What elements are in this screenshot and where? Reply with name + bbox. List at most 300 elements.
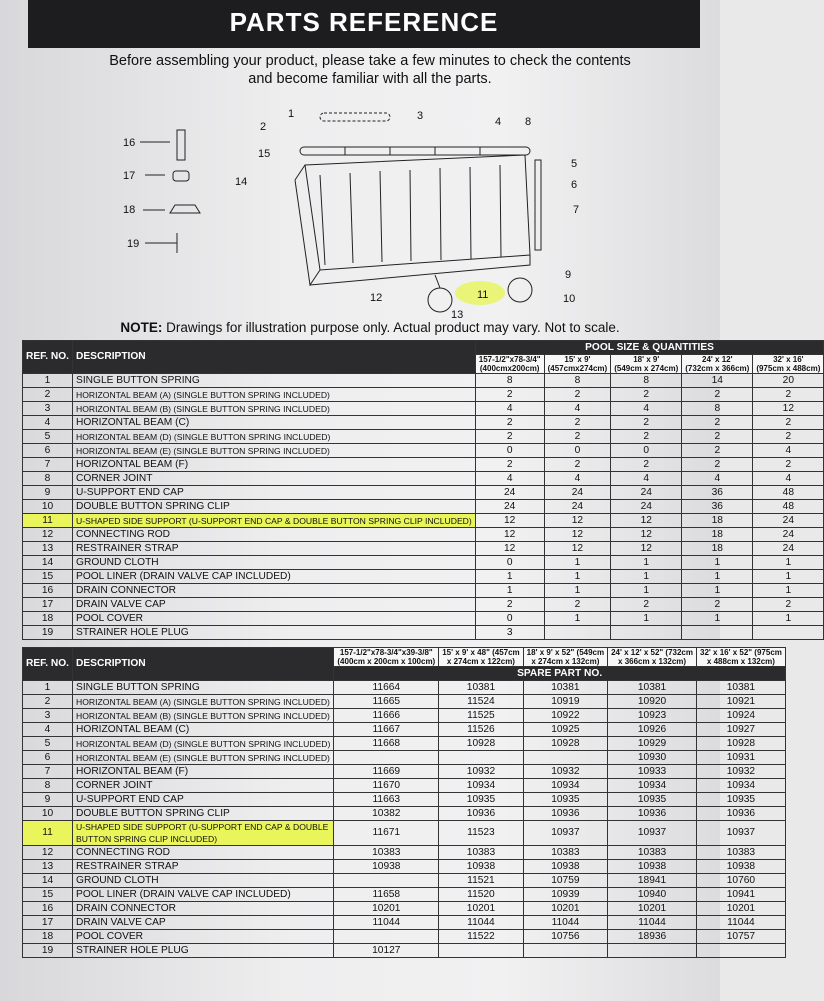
spare-part-cell: 10937	[608, 821, 697, 846]
spare-part-cell: 11044	[439, 916, 523, 930]
diagram-label-17: 17	[123, 170, 136, 182]
quantity-cell: 2	[475, 416, 544, 430]
quantity-cell: 8	[544, 374, 611, 388]
quantity-cell: 12	[475, 528, 544, 542]
quantity-cell: 3	[475, 626, 544, 640]
ref-number: 13	[23, 542, 73, 556]
diagram-label-19: 19	[127, 238, 140, 250]
size-col-2: 15' x 9' (457cmx274cm)	[544, 355, 611, 374]
spare-part-cell: 11665	[334, 695, 439, 709]
part-description: U-SHAPED SIDE SUPPORT (U-SUPPORT END CAP & DOUBLE BUTTON SPRING CLIP INCLUDED)	[73, 821, 334, 846]
spare-part-cell: 10933	[608, 765, 697, 779]
part-description: DRAIN CONNECTOR	[73, 902, 334, 916]
spare-part-cell: 11044	[523, 916, 607, 930]
part-description: DRAIN VALVE CAP	[73, 916, 334, 930]
table-row	[23, 598, 824, 612]
quantity-cell: 24	[611, 486, 682, 500]
spare-part-cell: 10926	[608, 723, 697, 737]
quantity-cell: 2	[611, 458, 682, 472]
quantity-cell: 2	[544, 598, 611, 612]
table-row	[23, 681, 786, 695]
ref-number: 1	[23, 374, 73, 388]
part-description: HORIZONTAL BEAM (E) (SINGLE BUTTON SPRING INCLUDED)	[73, 444, 476, 458]
quantity-cell: 4	[753, 444, 824, 458]
table-row	[23, 458, 824, 472]
quantity-cell: 2	[544, 458, 611, 472]
part-description: U-SHAPED SIDE SUPPORT (U-SUPPORT END CAP & DOUBLE BUTTON SPRING CLIP INCLUDED)	[73, 514, 476, 528]
part-description: CONNECTING ROD	[73, 846, 334, 860]
ref-number: 16	[23, 902, 73, 916]
part-description: DOUBLE BUTTON SPRING CLIP	[73, 500, 476, 514]
spare-part-cell: 10934	[697, 779, 786, 793]
table-row	[23, 430, 824, 444]
quantity-cell: 12	[611, 542, 682, 556]
part-description: GROUND CLOTH	[73, 874, 334, 888]
quantity-cell: 2	[753, 458, 824, 472]
spare-part-cell: 10935	[523, 793, 607, 807]
table-row	[23, 472, 824, 486]
part-description: GROUND CLOTH	[73, 556, 476, 570]
table-row	[23, 779, 786, 793]
spare-group-header: SPARE PART NO.	[334, 667, 786, 681]
spare-part-cell: 10929	[608, 737, 697, 751]
quantity-cell	[753, 626, 824, 640]
size-col-4: 24' x 12' (732cm x 366cm)	[682, 355, 753, 374]
spare-part-cell: 10127	[334, 944, 439, 958]
quantity-cell: 2	[611, 430, 682, 444]
quantity-cell: 2	[475, 458, 544, 472]
quantity-cell: 2	[753, 388, 824, 402]
diagram-label-18: 18	[123, 204, 136, 216]
diagram-label-2: 2	[260, 121, 267, 133]
ref-number: 10	[23, 500, 73, 514]
spare-part-cell: 10381	[697, 681, 786, 695]
quantity-cell: 2	[611, 416, 682, 430]
spare-part-cell: 10941	[697, 888, 786, 902]
quantity-cell: 2	[682, 388, 753, 402]
ref-number: 13	[23, 860, 73, 874]
quantity-cell: 2	[611, 598, 682, 612]
part-description: RESTRAINER STRAP	[73, 542, 476, 556]
quantity-cell: 1	[611, 556, 682, 570]
ref-number: 2	[23, 695, 73, 709]
spare-part-cell: 11520	[439, 888, 523, 902]
spare-part-cell: 10201	[334, 902, 439, 916]
quantity-cell: 0	[611, 444, 682, 458]
table-row	[23, 860, 786, 874]
ref-number: 18	[23, 930, 73, 944]
diagram-label-8: 8	[525, 116, 532, 128]
quantity-cell: 24	[544, 500, 611, 514]
diagram-label-1: 1	[288, 108, 295, 120]
diagram-label-7: 7	[573, 204, 580, 216]
quantity-cell: 2	[682, 458, 753, 472]
quantity-cell: 4	[611, 402, 682, 416]
quantity-cell: 4	[682, 472, 753, 486]
spare-part-cell: 10935	[697, 793, 786, 807]
spare-part-cell: 11521	[439, 874, 523, 888]
spare-part-cell	[334, 751, 439, 765]
part-description: U-SUPPORT END CAP	[73, 793, 334, 807]
spare-part-cell: 10930	[608, 751, 697, 765]
spare-part-cell: 11523	[439, 821, 523, 846]
quantity-cell: 1	[611, 570, 682, 584]
part-description: CORNER JOINT	[73, 779, 334, 793]
pool-parts-diagram	[105, 105, 605, 320]
part-description: SINGLE BUTTON SPRING	[73, 374, 476, 388]
part-description: HORIZONTAL BEAM (B) (SINGLE BUTTON SPRING INCLUDED)	[73, 402, 476, 416]
spare-part-cell: 10938	[334, 860, 439, 874]
quantity-cell: 0	[475, 556, 544, 570]
intro-text	[40, 52, 700, 88]
quantity-cell: 1	[544, 556, 611, 570]
note-bold: NOTE:	[120, 320, 163, 335]
ref-number: 3	[23, 402, 73, 416]
quantity-cell: 12	[475, 514, 544, 528]
quantity-cell: 1	[753, 556, 824, 570]
spare-part-cell: 10920	[608, 695, 697, 709]
spare-part-cell: 10381	[523, 681, 607, 695]
spare-part-cell: 10201	[697, 902, 786, 916]
ref-header: REF. NO.	[23, 648, 73, 681]
table-row	[23, 944, 786, 958]
part-description: HORIZONTAL BEAM (F)	[73, 765, 334, 779]
spare-part-cell: 10921	[697, 695, 786, 709]
quantity-cell: 1	[475, 570, 544, 584]
size-col-3: 18' x 9' x 52" (549cm x 274cm x 132cm)	[523, 648, 607, 667]
part-description: RESTRAINER STRAP	[73, 860, 334, 874]
table-row	[23, 556, 824, 570]
diagram-label-10: 10	[563, 293, 576, 305]
quantity-cell: 1	[682, 556, 753, 570]
table-row	[23, 846, 786, 860]
spare-part-cell: 11670	[334, 779, 439, 793]
table-row	[23, 612, 824, 626]
table-row	[23, 737, 786, 751]
quantity-cell: 4	[544, 402, 611, 416]
quantity-cell	[611, 626, 682, 640]
ref-number: 8	[23, 779, 73, 793]
spare-part-cell: 11522	[439, 930, 523, 944]
table-row	[23, 542, 824, 556]
diagram-label-12: 12	[370, 292, 383, 304]
spare-part-cell: 10938	[439, 860, 523, 874]
ref-number: 14	[23, 556, 73, 570]
quantity-cell: 1	[475, 584, 544, 598]
quantity-cell: 1	[544, 570, 611, 584]
quantity-cell: 8	[682, 402, 753, 416]
spare-part-cell: 10383	[608, 846, 697, 860]
quantity-cell: 8	[475, 374, 544, 388]
table-row	[23, 793, 786, 807]
quantity-cell: 20	[753, 374, 824, 388]
quantity-cell: 2	[682, 598, 753, 612]
spare-part-cell: 10928	[523, 737, 607, 751]
size-col-1: 157-1/2"x78-3/4" (400cmx200cm)	[475, 355, 544, 374]
table-row	[23, 584, 824, 598]
quantity-cell	[682, 626, 753, 640]
size-col-3: 18' x 9' (549cm x 274cm)	[611, 355, 682, 374]
table-row	[23, 528, 824, 542]
diagram-label-3: 3	[417, 110, 424, 122]
quantity-cell: 4	[611, 472, 682, 486]
quantity-cell: 4	[544, 472, 611, 486]
spare-part-cell: 10935	[608, 793, 697, 807]
ref-number: 11	[23, 514, 73, 528]
quantities-group-header: POOL SIZE & QUANTITIES	[475, 341, 824, 355]
ref-number: 6	[23, 751, 73, 765]
size-col-2: 15' x 9' x 48" (457cm x 274cm x 122cm)	[439, 648, 523, 667]
spare-parts-table	[22, 647, 786, 958]
quantity-cell: 1	[753, 570, 824, 584]
intro-line-2: and become familiar with all the parts.	[248, 71, 492, 87]
spare-part-cell: 10383	[334, 846, 439, 860]
quantity-cell: 24	[475, 500, 544, 514]
spare-part-cell: 10923	[608, 709, 697, 723]
spare-part-cell: 10940	[608, 888, 697, 902]
spare-part-cell: 10934	[523, 779, 607, 793]
spare-part-cell: 10756	[523, 930, 607, 944]
diagram-label-13: 13	[451, 309, 464, 321]
ref-number: 16	[23, 584, 73, 598]
description-header: DESCRIPTION	[73, 341, 476, 374]
quantity-cell: 0	[475, 612, 544, 626]
quantity-cell: 2	[475, 430, 544, 444]
part-description: SINGLE BUTTON SPRING	[73, 681, 334, 695]
part-description: CONNECTING ROD	[73, 528, 476, 542]
spare-part-cell: 10925	[523, 723, 607, 737]
part-description: POOL LINER (DRAIN VALVE CAP INCLUDED)	[73, 570, 476, 584]
quantity-cell: 24	[475, 486, 544, 500]
diagram-label-11: 11	[477, 289, 489, 301]
intro-line-1: Before assembling your product, please take a few minutes to check the contents	[109, 53, 631, 69]
spare-part-cell: 10383	[697, 846, 786, 860]
quantity-cell: 24	[753, 514, 824, 528]
spare-part-cell: 11668	[334, 737, 439, 751]
part-description: POOL COVER	[73, 930, 334, 944]
table-row	[23, 626, 824, 640]
ref-number: 17	[23, 598, 73, 612]
quantity-cell: 14	[682, 374, 753, 388]
spare-part-cell	[439, 944, 523, 958]
quantity-cell: 12	[544, 514, 611, 528]
spare-part-cell: 10932	[439, 765, 523, 779]
spare-part-cell: 11671	[334, 821, 439, 846]
part-description: HORIZONTAL BEAM (E) (SINGLE BUTTON SPRING INCLUDED)	[73, 751, 334, 765]
spare-part-cell	[334, 874, 439, 888]
table-row	[23, 709, 786, 723]
diagram-label-15: 15	[258, 148, 271, 160]
spare-part-cell: 11525	[439, 709, 523, 723]
spare-part-cell: 10936	[439, 807, 523, 821]
table-row	[23, 514, 824, 528]
spare-part-cell	[697, 944, 786, 958]
quantity-cell: 36	[682, 500, 753, 514]
ref-number: 14	[23, 874, 73, 888]
quantity-cell: 24	[753, 542, 824, 556]
quantity-cell: 4	[753, 472, 824, 486]
table-row	[23, 695, 786, 709]
spare-part-cell: 10381	[608, 681, 697, 695]
spare-part-cell: 11666	[334, 709, 439, 723]
quantity-cell: 1	[544, 584, 611, 598]
spare-part-cell: 11526	[439, 723, 523, 737]
table-row	[23, 874, 786, 888]
quantity-cell: 12	[475, 542, 544, 556]
spare-part-cell: 10919	[523, 695, 607, 709]
part-description: HORIZONTAL BEAM (C)	[73, 416, 476, 430]
part-description: CORNER JOINT	[73, 472, 476, 486]
spare-part-cell: 11524	[439, 695, 523, 709]
spare-part-cell: 10760	[697, 874, 786, 888]
part-description: STRAINER HOLE PLUG	[73, 944, 334, 958]
ref-number: 6	[23, 444, 73, 458]
table-row	[23, 444, 824, 458]
ref-number: 12	[23, 528, 73, 542]
spare-part-cell: 10938	[523, 860, 607, 874]
quantity-cell	[544, 626, 611, 640]
ref-number: 9	[23, 793, 73, 807]
quantity-cell: 24	[611, 500, 682, 514]
table-row	[23, 821, 786, 846]
table-row	[23, 486, 824, 500]
quantity-cell: 12	[611, 528, 682, 542]
table-row	[23, 902, 786, 916]
spare-part-cell: 10935	[439, 793, 523, 807]
table-row	[23, 500, 824, 514]
spare-part-cell: 18941	[608, 874, 697, 888]
part-description: DRAIN VALVE CAP	[73, 598, 476, 612]
quantity-cell: 1	[753, 612, 824, 626]
spare-part-cell: 10928	[439, 737, 523, 751]
ref-number: 15	[23, 570, 73, 584]
quantity-cell: 2	[544, 430, 611, 444]
quantity-cell: 2	[611, 388, 682, 402]
quantity-cell: 2	[682, 444, 753, 458]
spare-part-cell: 11044	[334, 916, 439, 930]
diagram-label-16: 16	[123, 137, 136, 149]
ref-number: 5	[23, 737, 73, 751]
quantity-cell: 18	[682, 542, 753, 556]
part-description: HORIZONTAL BEAM (D) (SINGLE BUTTON SPRING INCLUDED)	[73, 430, 476, 444]
part-description: STRAINER HOLE PLUG	[73, 626, 476, 640]
quantity-cell: 12	[544, 542, 611, 556]
diagram-label-6: 6	[571, 179, 578, 191]
quantity-cell: 2	[475, 388, 544, 402]
spare-part-cell: 10934	[439, 779, 523, 793]
size-col-1: 157-1/2"x78-3/4"x39-3/8" (400cm x 200cm x 100cm)	[334, 648, 439, 667]
ref-number: 7	[23, 458, 73, 472]
spare-part-cell: 10939	[523, 888, 607, 902]
size-col-4: 24' x 12' x 52" (732cm x 366cm x 132cm)	[608, 648, 697, 667]
part-description: DOUBLE BUTTON SPRING CLIP	[73, 807, 334, 821]
quantity-cell: 2	[475, 598, 544, 612]
page-title: PARTS REFERENCE	[229, 7, 499, 37]
spare-part-cell: 10381	[439, 681, 523, 695]
quantity-cell: 0	[475, 444, 544, 458]
note-text	[40, 320, 700, 335]
table-row	[23, 751, 786, 765]
spare-part-cell: 10201	[608, 902, 697, 916]
quantity-cell: 48	[753, 500, 824, 514]
spare-part-cell	[608, 944, 697, 958]
quantity-cell: 1	[753, 584, 824, 598]
part-description: HORIZONTAL BEAM (A) (SINGLE BUTTON SPRING INCLUDED)	[73, 388, 476, 402]
quantity-cell: 12	[753, 402, 824, 416]
table-row	[23, 765, 786, 779]
table-row	[23, 916, 786, 930]
table-row	[23, 374, 824, 388]
spare-part-cell: 10932	[523, 765, 607, 779]
ref-number: 15	[23, 888, 73, 902]
spare-part-cell: 11664	[334, 681, 439, 695]
ref-number: 5	[23, 430, 73, 444]
quantity-cell: 2	[753, 430, 824, 444]
spare-part-cell: 10922	[523, 709, 607, 723]
quantity-cell: 2	[544, 388, 611, 402]
part-description: HORIZONTAL BEAM (C)	[73, 723, 334, 737]
table-row	[23, 388, 824, 402]
part-description: HORIZONTAL BEAM (B) (SINGLE BUTTON SPRING INCLUDED)	[73, 709, 334, 723]
ref-number: 17	[23, 916, 73, 930]
spare-part-cell: 10934	[608, 779, 697, 793]
spare-part-cell: 10932	[697, 765, 786, 779]
table-row	[23, 807, 786, 821]
spare-part-cell: 10383	[523, 846, 607, 860]
spare-part-cell: 10936	[523, 807, 607, 821]
quantity-cell: 24	[753, 528, 824, 542]
spare-part-cell: 10924	[697, 709, 786, 723]
quantity-cell: 1	[544, 612, 611, 626]
part-description: DRAIN CONNECTOR	[73, 584, 476, 598]
spare-part-cell: 10938	[608, 860, 697, 874]
spare-part-cell: 11658	[334, 888, 439, 902]
quantity-cell: 1	[682, 612, 753, 626]
quantity-cell: 18	[682, 514, 753, 528]
quantity-cell: 12	[611, 514, 682, 528]
quantity-cell: 2	[753, 598, 824, 612]
part-description: POOL LINER (DRAIN VALVE CAP INCLUDED)	[73, 888, 334, 902]
quantity-cell: 48	[753, 486, 824, 500]
quantity-cell: 4	[475, 472, 544, 486]
spare-part-cell: 10201	[439, 902, 523, 916]
ref-number: 10	[23, 807, 73, 821]
spare-part-cell: 18936	[608, 930, 697, 944]
quantity-cell: 2	[753, 416, 824, 430]
spare-part-cell: 11667	[334, 723, 439, 737]
diagram-label-14: 14	[235, 176, 248, 188]
ref-number: 12	[23, 846, 73, 860]
part-description: POOL COVER	[73, 612, 476, 626]
spare-part-cell: 11669	[334, 765, 439, 779]
ref-number: 19	[23, 626, 73, 640]
ref-number: 19	[23, 944, 73, 958]
quantity-cell: 12	[544, 528, 611, 542]
table-row	[23, 416, 824, 430]
quantity-cell: 2	[682, 416, 753, 430]
part-description: HORIZONTAL BEAM (F)	[73, 458, 476, 472]
ref-number: 4	[23, 723, 73, 737]
spare-part-cell: 10937	[523, 821, 607, 846]
table-row	[23, 723, 786, 737]
spare-part-cell: 11663	[334, 793, 439, 807]
table-row	[23, 402, 824, 416]
spare-part-cell: 10928	[697, 737, 786, 751]
note-body: Drawings for illustration purpose only. Actual product may vary. Not to scale.	[162, 320, 620, 335]
spare-part-cell: 10936	[697, 807, 786, 821]
ref-number: 11	[23, 821, 73, 846]
diagram-label-5: 5	[571, 158, 578, 170]
